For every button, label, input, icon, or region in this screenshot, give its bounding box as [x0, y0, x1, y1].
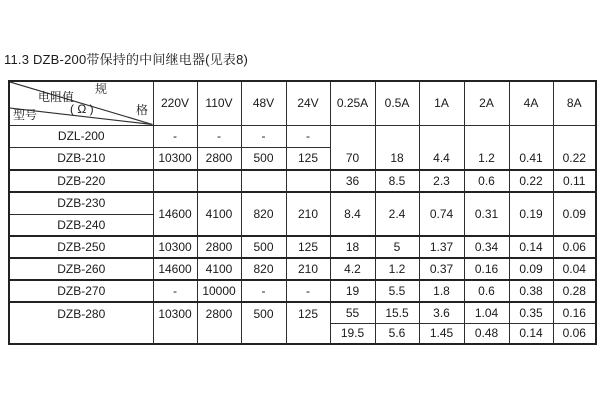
- corner-spec-char-top: 规: [95, 82, 108, 96]
- cell-dzb250-4a: 0.14: [509, 236, 553, 258]
- cell-dzb270-4a: 0.38: [509, 280, 553, 302]
- col-header-48v: 48V: [241, 81, 286, 125]
- cell-dzb280-r1-4a: 0.35: [509, 302, 553, 323]
- row-label-dzb260: DZB-260: [9, 258, 153, 280]
- cell-dzb210-0-5a: 18: [375, 125, 419, 170]
- col-header-0-5a: 0.5A: [375, 81, 419, 125]
- cell-dzb210-220v: 10300: [153, 147, 197, 170]
- col-header-24v: 24V: [286, 81, 330, 125]
- cell-dzb220-24v: [286, 170, 330, 192]
- cell-dzb230-240-24v: 210: [286, 192, 330, 236]
- cell-dzb280-48v: 500: [241, 302, 286, 344]
- cell-dzb210-8a: 0.22: [553, 125, 596, 170]
- cell-dzb260-24v: 210: [286, 258, 330, 280]
- col-header-1a: 1A: [419, 81, 464, 125]
- cell-dzb220-2a: 0.6: [464, 170, 509, 192]
- row-label-dzb220: DZB-220: [9, 170, 153, 192]
- cell-dzb210-2a: 1.2: [464, 125, 509, 170]
- cell-dzb260-0-5a: 1.2: [375, 258, 419, 280]
- cell-dzb230-240-0-5a: 2.4: [375, 192, 419, 236]
- cell-dzb220-0-5a: 8.5: [375, 170, 419, 192]
- cell-dzb220-110v: [197, 170, 241, 192]
- cell-dzb280-r1-8a: 0.16: [553, 302, 596, 323]
- cell-dzb280-r1-2a: 1.04: [464, 302, 509, 323]
- cell-dzb250-110v: 2800: [197, 236, 241, 258]
- cell-dzb250-0-25a: 18: [330, 236, 375, 258]
- cell-dzb230-240-220v: 14600: [153, 192, 197, 236]
- cell-dzb260-8a: 0.04: [553, 258, 596, 280]
- col-header-220v: 220V: [153, 81, 197, 125]
- cell-dzb270-48v: -: [241, 280, 286, 302]
- cell-dzb230-240-1a: 0.74: [419, 192, 464, 236]
- col-header-4a: 4A: [509, 81, 553, 125]
- row-label-dzb270: DZB-270: [9, 280, 153, 302]
- row-dzb260: [9, 258, 596, 280]
- cell-dzb250-8a: 0.06: [553, 236, 596, 258]
- cell-dzb260-2a: 0.16: [464, 258, 509, 280]
- cell-dzb260-110v: 4100: [197, 258, 241, 280]
- cell-dzb280-r1-0-5a: 15.5: [375, 302, 419, 323]
- cell-dzl200-24v: -: [286, 125, 330, 147]
- cell-dzl200-110v: -: [197, 125, 241, 147]
- cell-dzb230-240-110v: 4100: [197, 192, 241, 236]
- col-header-0-25a: 0.25A: [330, 81, 375, 125]
- cell-dzb270-220v: -: [153, 280, 197, 302]
- cell-dzb230-240-8a: 0.09: [553, 192, 596, 236]
- cell-dzb220-220v: [153, 170, 197, 192]
- corner-model-label: 型号: [13, 108, 38, 122]
- cell-dzb280-24v: 125: [286, 302, 330, 344]
- col-header-8a: 8A: [553, 81, 596, 125]
- cell-dzb220-8a: 0.11: [553, 170, 596, 192]
- cell-dzb250-48v: 500: [241, 236, 286, 258]
- cell-dzb210-4a: 0.41: [509, 125, 553, 170]
- row-dzb250: [9, 236, 596, 258]
- row-label-dzb210: DZB-210: [9, 147, 153, 170]
- row-dzl200: [9, 125, 596, 147]
- cell-dzb230-240-0-25a: 8.4: [330, 192, 375, 236]
- col-header-2a: 2A: [464, 81, 509, 125]
- cell-dzb280-110v: 2800: [197, 302, 241, 344]
- corner-resistance-unit: ( Ω ): [70, 102, 94, 116]
- cell-dzb280-r1-0-25a: 55: [330, 302, 375, 323]
- row-dzb280: [9, 302, 596, 323]
- header-row: [9, 81, 596, 125]
- cell-dzb270-24v: -: [286, 280, 330, 302]
- cell-dzb280-r1-1a: 3.6: [419, 302, 464, 323]
- cell-dzb260-1a: 0.37: [419, 258, 464, 280]
- corner-spec-char-bottom: 格: [136, 103, 149, 117]
- cell-dzb220-4a: 0.22: [509, 170, 553, 192]
- cell-dzb250-2a: 0.34: [464, 236, 509, 258]
- cell-dzb270-2a: 0.6: [464, 280, 509, 302]
- cell-dzb220-48v: [241, 170, 286, 192]
- cell-dzb270-0-25a: 19: [330, 280, 375, 302]
- cell-dzb220-1a: 2.3: [419, 170, 464, 192]
- relay-spec-table: [8, 80, 597, 345]
- cell-dzl200-220v: -: [153, 125, 197, 147]
- cell-dzb210-48v: 500: [241, 147, 286, 170]
- row-label-dzb240: DZB-240: [9, 214, 153, 236]
- row-dzb230: [9, 192, 596, 214]
- cell-dzb250-24v: 125: [286, 236, 330, 258]
- cell-dzb210-0-25a: 70: [330, 125, 375, 170]
- col-header-110v: 110V: [197, 81, 241, 125]
- cell-dzb260-48v: 820: [241, 258, 286, 280]
- cell-dzb230-240-2a: 0.31: [464, 192, 509, 236]
- cell-dzb220-0-25a: 36: [330, 170, 375, 192]
- cell-dzb280-r2-1a: 1.45: [419, 323, 464, 344]
- cell-dzb230-240-48v: 820: [241, 192, 286, 236]
- cell-dzb280-r2-4a: 0.14: [509, 323, 553, 344]
- cell-dzb270-0-5a: 5.5: [375, 280, 419, 302]
- cell-dzb230-240-4a: 0.19: [509, 192, 553, 236]
- cell-dzb270-1a: 1.8: [419, 280, 464, 302]
- page-title: 11.3 DZB-200带保持的中间继电器(见表8): [4, 52, 249, 67]
- cell-dzb260-0-25a: 4.2: [330, 258, 375, 280]
- cell-dzb260-4a: 0.09: [509, 258, 553, 280]
- cell-dzb280-r2-2a: 0.48: [464, 323, 509, 344]
- cell-dzb280-r2-8a: 0.06: [553, 323, 596, 344]
- row-dzb270: [9, 280, 596, 302]
- cell-dzb280-220v: 10300: [153, 302, 197, 344]
- cell-dzb280-r2-0-5a: 5.6: [375, 323, 419, 344]
- row-label-dzb280: DZB-280: [9, 302, 153, 344]
- cell-dzb250-0-5a: 5: [375, 236, 419, 258]
- cell-dzb270-110v: 10000: [197, 280, 241, 302]
- row-dzb220: [9, 170, 596, 192]
- cell-dzb210-110v: 2800: [197, 147, 241, 170]
- cell-dzb210-1a: 4.4: [419, 125, 464, 170]
- corner-cell: [9, 81, 153, 125]
- corner-resistance-label: 电阻值: [38, 90, 75, 104]
- row-label-dzb250: DZB-250: [9, 236, 153, 258]
- row-label-dzl200: DZL-200: [9, 125, 153, 147]
- cell-dzb270-8a: 0.28: [553, 280, 596, 302]
- row-label-dzb230: DZB-230: [9, 192, 153, 214]
- cell-dzl200-48v: -: [241, 125, 286, 147]
- cell-dzb260-220v: 14600: [153, 258, 197, 280]
- cell-dzb250-220v: 10300: [153, 236, 197, 258]
- cell-dzb280-r2-0-25a: 19.5: [330, 323, 375, 344]
- cell-dzb210-24v: 125: [286, 147, 330, 170]
- cell-dzb250-1a: 1.37: [419, 236, 464, 258]
